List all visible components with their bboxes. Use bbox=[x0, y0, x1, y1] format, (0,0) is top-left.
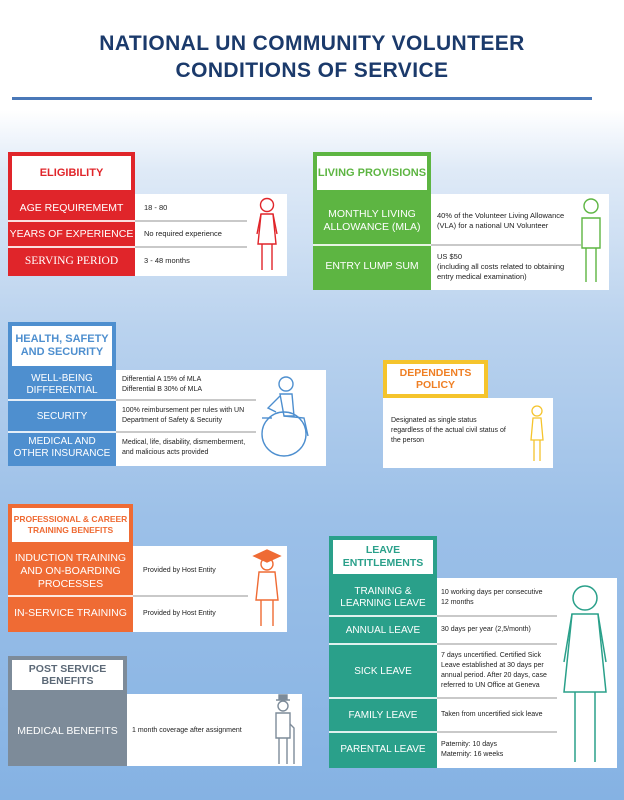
health-label-insurance bbox=[8, 433, 116, 463]
leave-value-parental bbox=[441, 733, 566, 766]
post-service-header bbox=[8, 656, 127, 694]
leave-header-line-1: LEAVE bbox=[365, 544, 401, 556]
health-label-insurance-line-1: MEDICAL AND bbox=[28, 436, 96, 447]
dependents-header bbox=[383, 360, 488, 398]
wheelchair-icon bbox=[254, 374, 324, 462]
living-header-text: LIVING PROVISIONS bbox=[317, 166, 427, 179]
leave-label-training-line-1: TRAINING & bbox=[354, 586, 412, 597]
professional-header-line-2: TRAINING BENEFITS bbox=[27, 525, 114, 535]
leave-value-sick-line-4: referred to UN Office at Geneva bbox=[441, 682, 540, 689]
graduate-icon bbox=[250, 548, 284, 630]
health-header-line-2: AND SECURITY bbox=[20, 346, 104, 358]
leave-label-parental: PARENTAL LEAVE bbox=[340, 744, 426, 755]
professional-value-in-service: Provided by Host Entity bbox=[143, 609, 216, 617]
eligibility-value-serving-period: 3 - 48 months bbox=[144, 256, 190, 265]
title-divider bbox=[12, 97, 592, 100]
leave-value-parental-line-1: Paternity: 10 days bbox=[441, 740, 498, 748]
eligibility-label-experience: YEARS OF EXPERIENCE bbox=[9, 227, 134, 240]
health-header-line-1: HEALTH, SAFETY bbox=[15, 333, 109, 345]
living-value-entry-line-3: entry medical examination) bbox=[437, 272, 527, 281]
leave-value-sick-line-2: Leave established at 30 days per bbox=[441, 662, 544, 669]
post-service-header-line-2: BENEFITS bbox=[41, 675, 94, 687]
living-label-mla bbox=[313, 198, 431, 244]
health-value-security-line-1: 100% reimbursement per rules with UN bbox=[122, 407, 245, 414]
leave-value-sick bbox=[441, 645, 566, 697]
living-label-entry-lump-sum: ENTRY LUMP SUM bbox=[325, 259, 419, 272]
health-value-security bbox=[122, 401, 262, 431]
professional-label-induction-line-2: AND ON-BOARDING bbox=[20, 564, 121, 577]
leave-label-family: FAMILY LEAVE bbox=[348, 709, 418, 721]
female-figure-icon bbox=[556, 582, 614, 766]
dependents-text bbox=[391, 410, 521, 452]
leave-value-parental-line-2: Maternity: 16 weeks bbox=[441, 750, 504, 758]
eligibility-header bbox=[8, 152, 135, 194]
leave-value-training bbox=[441, 582, 566, 614]
female-figure-icon bbox=[526, 404, 548, 464]
health-label-well-being-line-2: DIFFERENTIAL bbox=[26, 385, 98, 396]
health-header bbox=[8, 322, 116, 370]
professional-header bbox=[8, 504, 133, 546]
eligibility-label-serving-period: SERVING PERIOD bbox=[24, 254, 119, 267]
eligibility-value-age: 18 - 80 bbox=[144, 203, 168, 212]
dependents-header-line-1: DEPENDENTS bbox=[399, 367, 472, 379]
dependents-text-line-3: the person bbox=[391, 437, 425, 444]
health-value-well-being-line-1: Differential A 15% of MLA bbox=[122, 376, 202, 383]
eligibility-value-experience: No required experience bbox=[144, 229, 222, 238]
health-value-insurance bbox=[122, 433, 268, 463]
dependents-header-line-2: POLICY bbox=[415, 379, 456, 391]
living-label-mla-line-2: ALLOWANCE (MLA) bbox=[323, 221, 421, 233]
professional-label-induction-line-3: PROCESSES bbox=[37, 577, 104, 590]
leave-value-sick-line-3: annual period. After 20 days, case bbox=[441, 672, 547, 679]
health-value-security-line-2: Department of Safety & Security bbox=[122, 417, 222, 424]
page-title bbox=[0, 30, 624, 84]
eligibility-header-text: ELIGIBILITY bbox=[39, 166, 104, 179]
leave-header-line-2: ENTITLEMENTS bbox=[342, 557, 424, 569]
leave-value-annual: 30 days per year (2,5/month) bbox=[441, 626, 531, 633]
living-value-mla-line-1: 40% of the Volunteer Living Allowance bbox=[437, 211, 565, 220]
leave-label-sick: SICK LEAVE bbox=[354, 665, 412, 677]
professional-label-in-service: IN-SERVICE TRAINING bbox=[14, 607, 127, 619]
health-value-well-being-line-2: Differential B 30% of MLA bbox=[122, 386, 203, 393]
dependents-text-line-2: regardless of the actual civil status of bbox=[391, 427, 506, 434]
male-figure-icon bbox=[576, 196, 606, 286]
dependents-text-line-1: Designated as single status bbox=[391, 417, 477, 424]
health-value-insurance-line-2: and malicious acts provided bbox=[122, 449, 209, 456]
professional-header-line-1: PROFESSIONAL & CAREER bbox=[13, 514, 128, 524]
page-title-line-2: CONDITIONS OF SERVICE bbox=[175, 59, 449, 82]
health-label-security: SECURITY bbox=[36, 410, 88, 422]
living-label-mla-line-1: MONTHLY LIVING bbox=[328, 208, 416, 220]
living-header bbox=[313, 152, 431, 194]
health-label-well-being bbox=[8, 372, 116, 398]
leave-value-training-line-2: 12 months bbox=[441, 599, 474, 606]
living-value-entry-line-2: (including all costs related to obtaining bbox=[437, 262, 565, 271]
leave-value-training-line-1: 10 working days per consecutive bbox=[441, 589, 543, 596]
health-value-well-being bbox=[122, 372, 262, 398]
health-label-well-being-line-1: WELL-BEING bbox=[31, 373, 93, 384]
leave-label-training bbox=[329, 582, 437, 614]
leave-value-sick-line-1: 7 days uncertified. Certified Sick bbox=[441, 652, 541, 659]
post-service-label-medical: MEDICAL BENEFITS bbox=[17, 724, 118, 737]
professional-value-induction: Provided by Host Entity bbox=[143, 567, 216, 574]
leave-header bbox=[329, 536, 437, 578]
health-value-insurance-line-1: Medical, life, disability, dismemberment, bbox=[122, 439, 246, 446]
female-figure-icon bbox=[250, 196, 284, 274]
living-value-mla bbox=[437, 198, 567, 244]
page-title-line-1: NATIONAL UN COMMUNITY VOLUNTEER bbox=[99, 32, 525, 55]
professional-label-induction-line-1: INDUCTION TRAINING bbox=[14, 551, 127, 564]
post-service-value-medical: 1 month coverage after assignment bbox=[132, 727, 242, 734]
post-service-header-line-1: POST SERVICE bbox=[28, 663, 107, 675]
living-value-entry-lump-sum bbox=[437, 246, 577, 288]
leave-label-training-line-2: LEARNING LEAVE bbox=[340, 598, 426, 609]
elderly-man-icon bbox=[266, 694, 300, 766]
living-value-mla-line-2: (VLA) for a national UN Volunteer bbox=[437, 221, 549, 230]
health-label-insurance-line-2: OTHER INSURANCE bbox=[13, 448, 111, 459]
leave-label-annual: ANNUAL LEAVE bbox=[345, 624, 421, 636]
living-value-entry-line-1: US $50 bbox=[437, 252, 463, 261]
leave-value-family: Taken from uncertified sick leave bbox=[441, 711, 543, 718]
eligibility-label-age: AGE REQUIREMEMT bbox=[19, 201, 124, 214]
professional-label-induction bbox=[8, 548, 133, 594]
